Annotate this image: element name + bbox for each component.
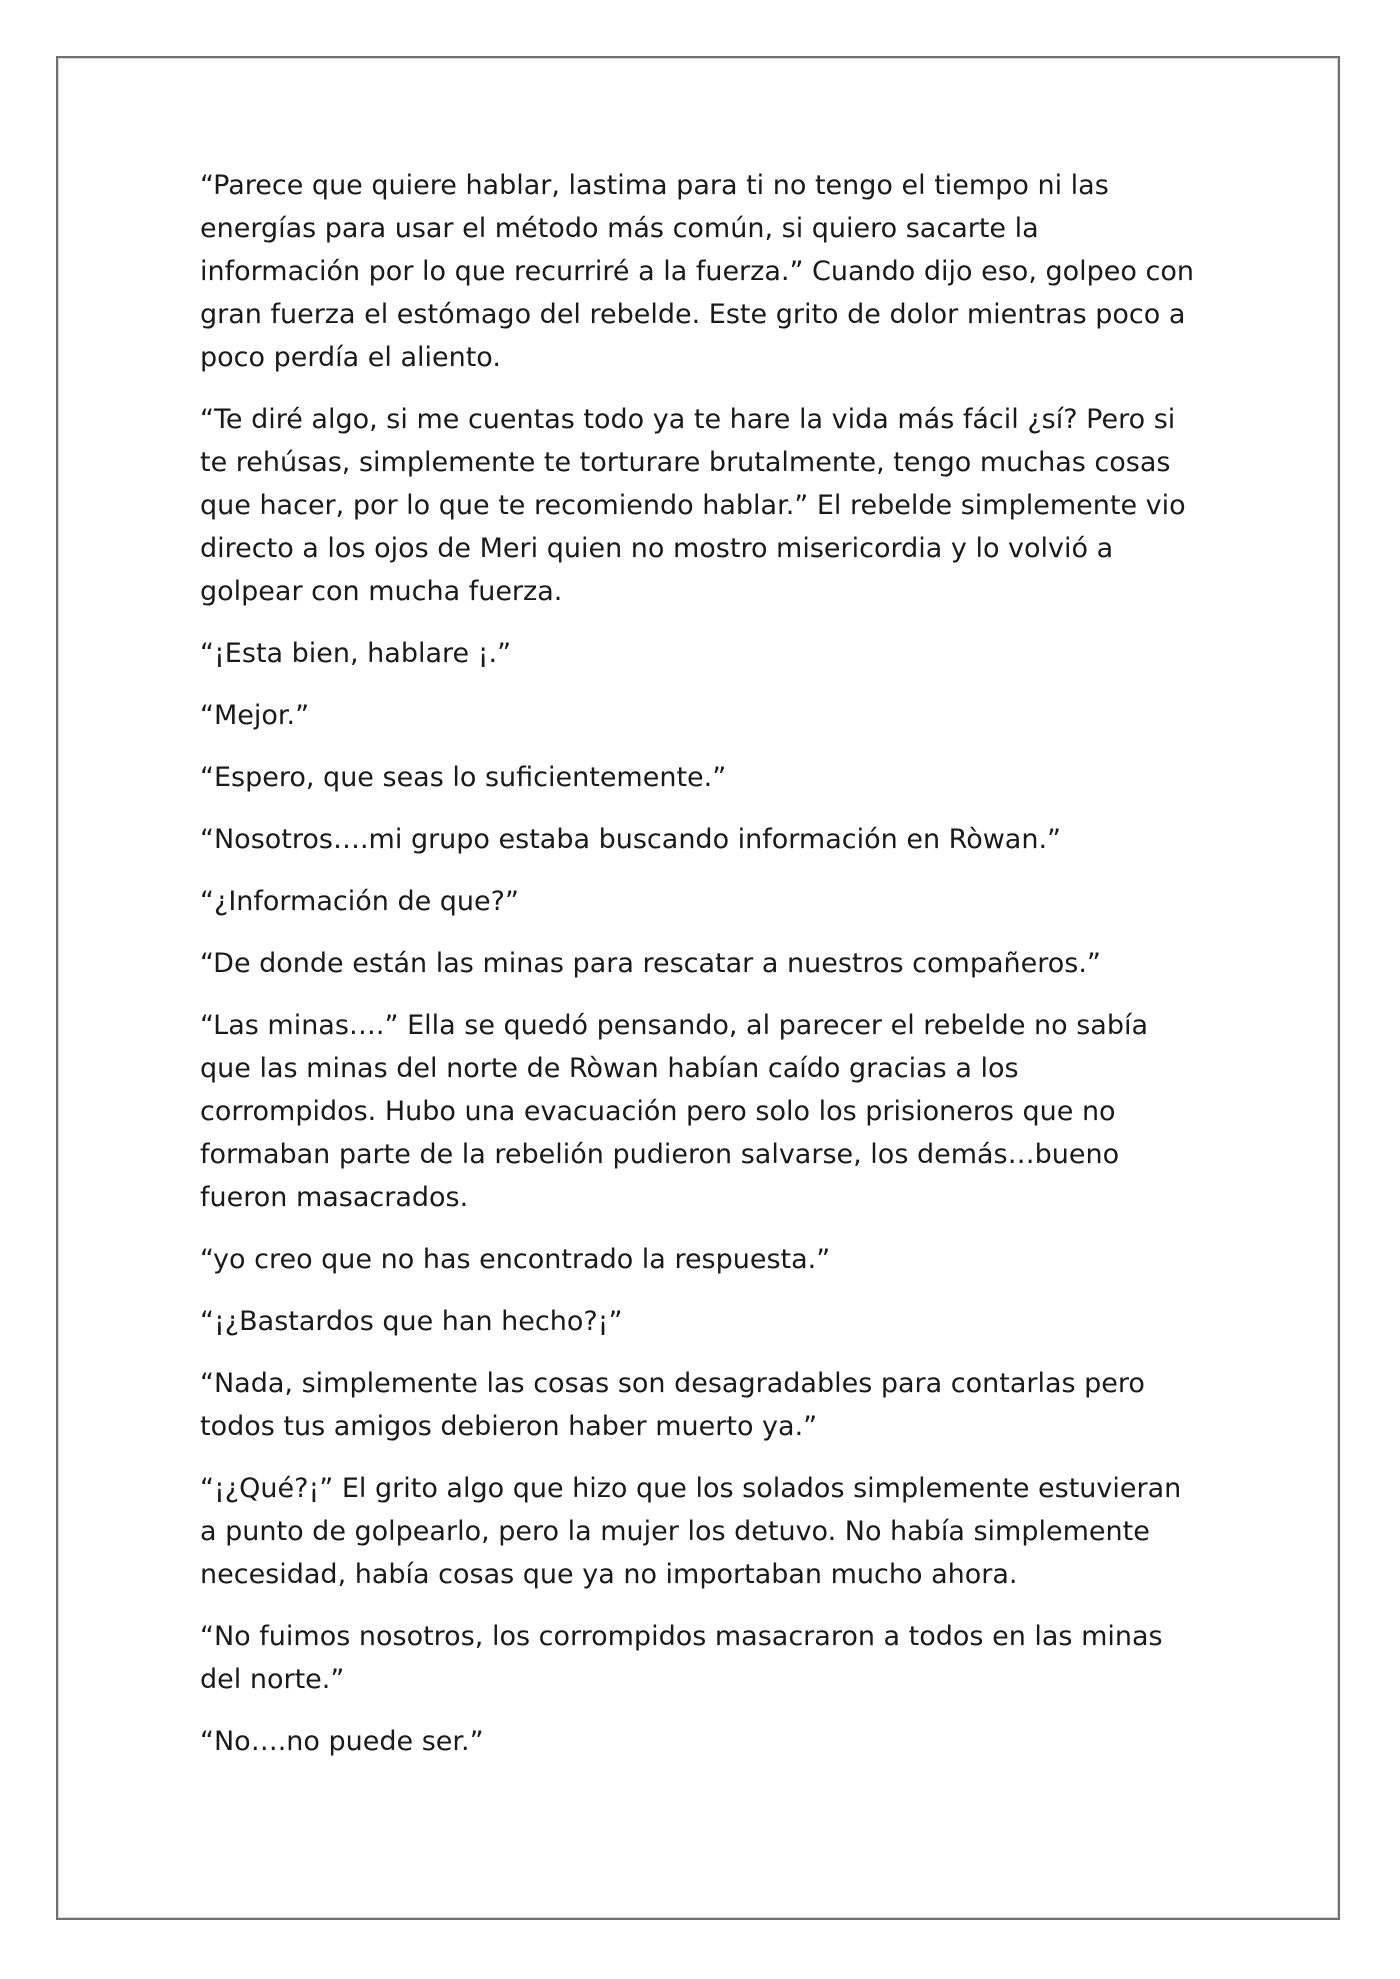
paragraph: “No….no puede ser.”: [200, 1726, 484, 1757]
paragraph: “¡Esta bien, hablare ¡.”: [200, 638, 512, 669]
paragraph: “Nada, simplemente las cosas son desagradables para contarlas pero todos tus amigos debieron haber muerto ya.”: [200, 1368, 1145, 1442]
paragraph: “Te diré algo, si me cuentas todo ya te hare la vida más fácil ¿sí? Pero si te rehúsas, simplemente te torturare brutalmente, tengo muchas cosas que hacer, por lo que te recomiendo hablar.” El rebelde simplemente vio directo a los ojos de Meri quien no mostro misericordia y lo volvió a golpear con mucha fuerza.: [200, 404, 1186, 607]
paragraph: “yo creo que no has encontrado la respuesta.”: [200, 1244, 831, 1275]
paragraph: “¿Información de que?”: [200, 886, 519, 917]
paragraph: “¡¿Bastardos que han hecho?¡”: [200, 1306, 623, 1337]
paragraph: “¡¿Qué?¡” El grito algo que hizo que los solados simplemente estuvieran a punto de golpearlo, pero la mujer los detuvo. No había simplemente necesidad, había cosas que ya no importaban mucho ahora.: [200, 1473, 1182, 1590]
document-body: [200, 164, 1200, 1782]
paragraph: “Nosotros….mi grupo estaba buscando información en Ròwan.”: [200, 824, 1062, 855]
paragraph: “De donde están las minas para rescatar a nuestros compañeros.”: [200, 948, 1101, 979]
paragraph: “Mejor.”: [200, 700, 310, 731]
paragraph: “Espero, que seas lo suficientemente.”: [200, 762, 727, 793]
paragraph: “Las minas….” Ella se quedó pensando, al parecer el rebelde no sabía que las minas del norte de Ròwan habían caído gracias a los corrompidos. Hubo una evacuación pero solo los prisioneros que no formaban parte de la rebelión pudieron salvarse, los demás…bueno fueron masacrados.: [200, 1010, 1149, 1213]
paragraph: “No fuimos nosotros, los corrompidos masacraron a todos en las minas del norte.”: [200, 1621, 1163, 1695]
paragraph: “Parece que quiere hablar, lastima para ti no tengo el tiempo ni las energías para usar el método más común, si quiero sacarte la información por lo que recurriré a la fuerza.” Cuando dijo eso, golpeo con gran fuerza el estómago del rebelde. Este grito de dolor mientras poco a poco perdía el aliento.: [200, 170, 1194, 373]
